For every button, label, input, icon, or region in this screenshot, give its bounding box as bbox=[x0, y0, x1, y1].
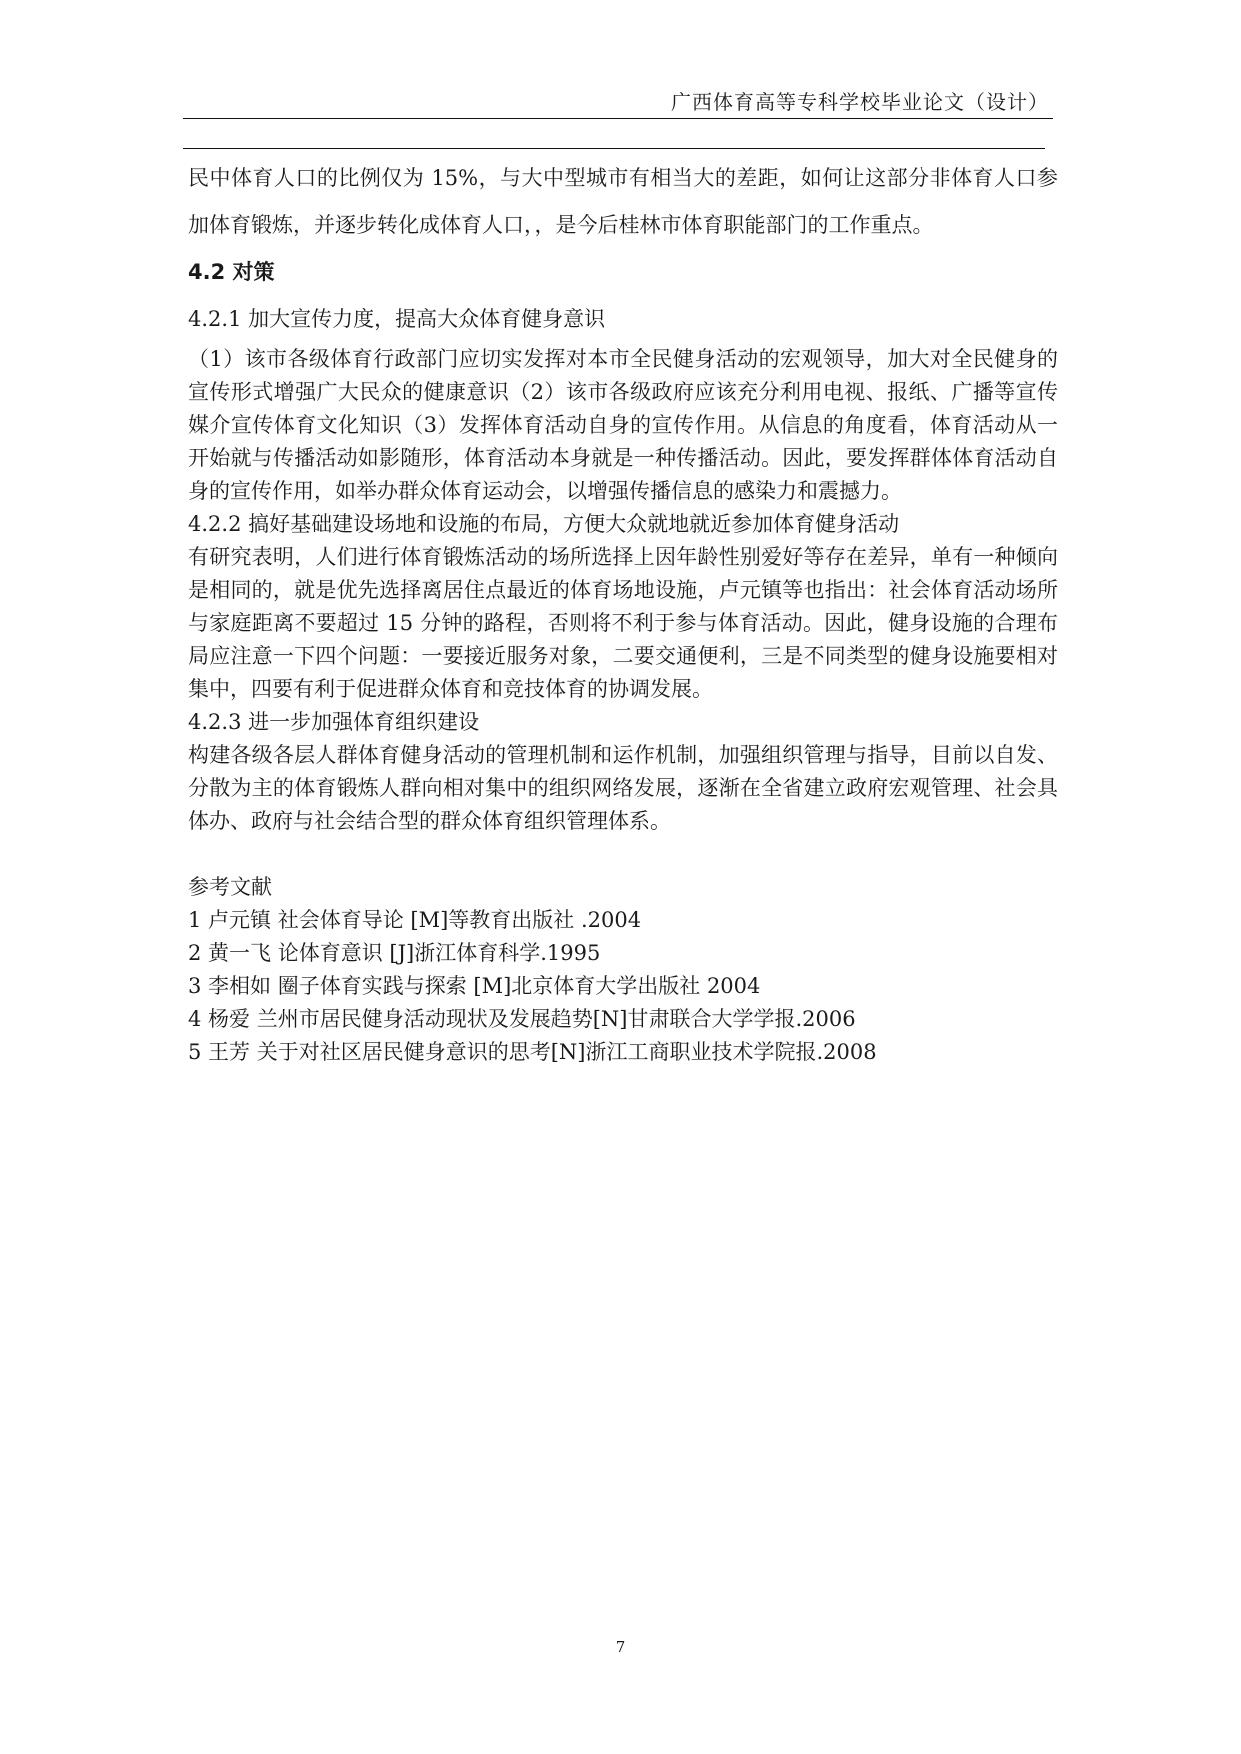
subsection-heading-4-2-1: 4.2.1 加大宣传力度，提高大众体育健身意识 bbox=[188, 307, 606, 331]
header-title: 广西体育高等专科学校毕业论文（设计） bbox=[671, 90, 1049, 114]
section-heading-4-2: 4.2 对策 bbox=[188, 260, 275, 284]
reference-item: 4 杨爱 兰州市居民健身活动现状及发展趋势[N]甘肃联合大学学报.2006 bbox=[188, 1007, 856, 1031]
intro-paragraph: 民中体育人口的比例仅为 15%，与大中型城市有相当大的差距，如何让这部分非体育人口参加体育锻炼，并逐步转化成体育人口，，是今后桂林市体育职能部门的工作重点。 bbox=[188, 166, 1058, 237]
document-body bbox=[188, 155, 1058, 1069]
subsection-text-4-2-3: 构建各级各层人群体育健身活动的管理机制和运作机制，加强组织管理与指导，目前以自发、分散为主的体育锻炼人群向相对集中的组织网络发展，逐渐在全省建立政府宏观管理、社会具体办、政府与社会结合型的群众体育组织管理体系。 bbox=[188, 743, 1058, 833]
page-number: 7 bbox=[615, 1638, 626, 1656]
reference-item: 2 黄一飞 论体育意识 [J]浙江体育科学.1995 bbox=[188, 941, 601, 965]
reference-item: 3 李相如 圈子体育实践与探索 [M]北京体育大学出版社 2004 bbox=[188, 974, 761, 998]
references-section bbox=[188, 871, 1058, 1069]
subsection-text-4-2-1: （1）该市各级体育行政部门应切实发挥对本市全民健身活动的宏观领导，加大对全民健身的宣传形式增强广大民众的健康意识（2）该市各级政府应该充分利用电视、报纸、广播等宣传媒介宣传体育文化知识（3）发挥体育活动自身的宣传作用。从信息的角度看，体育活动从一开始就与传播活动如影随形，体育活动本身就是一种传播活动。因此，要发挥群体体育活动自身的宣传作用，如举办群众体育运动会，以增强传播信息的感染力和震撼力。 bbox=[188, 347, 1058, 503]
header-rule-secondary bbox=[183, 148, 1045, 149]
subsection-heading-4-2-2: 4.2.2 搞好基础建设场地和设施的布局，方便大众就地就近参加体育健身活动 bbox=[188, 512, 900, 536]
page-header bbox=[183, 80, 1053, 120]
reference-item: 1 卢元镇 社会体育导论 [M]等教育出版社 .2004 bbox=[188, 908, 642, 932]
reference-item: 5 王芳 关于对社区居民健身意识的思考[N]浙江工商职业技术学院报.2008 bbox=[188, 1040, 877, 1064]
subsection-text-4-2-2: 有研究表明，人们进行体育锻炼活动的场所选择上因年龄性别爱好等存在差异，单有一种倾向是相同的，就是优先选择离居住点最近的体育场地设施，卢元镇等也指出：社会体育活动场所与家庭距离不要超过 15 分钟的路程，否则将不利于参与体育活动。因此，健身设施的合理布局应注意一下四个问题：一要接近服务对象，二要交通便利，三是不同类型的健身设施要相对集中，四要有利于促进群众体育和竞技体育的协调发展。 bbox=[188, 545, 1058, 701]
references-heading: 参考文献 bbox=[188, 875, 272, 899]
header-rule bbox=[183, 118, 1053, 119]
subsection-heading-4-2-3: 4.2.3 进一步加强体育组织建设 bbox=[188, 710, 480, 734]
